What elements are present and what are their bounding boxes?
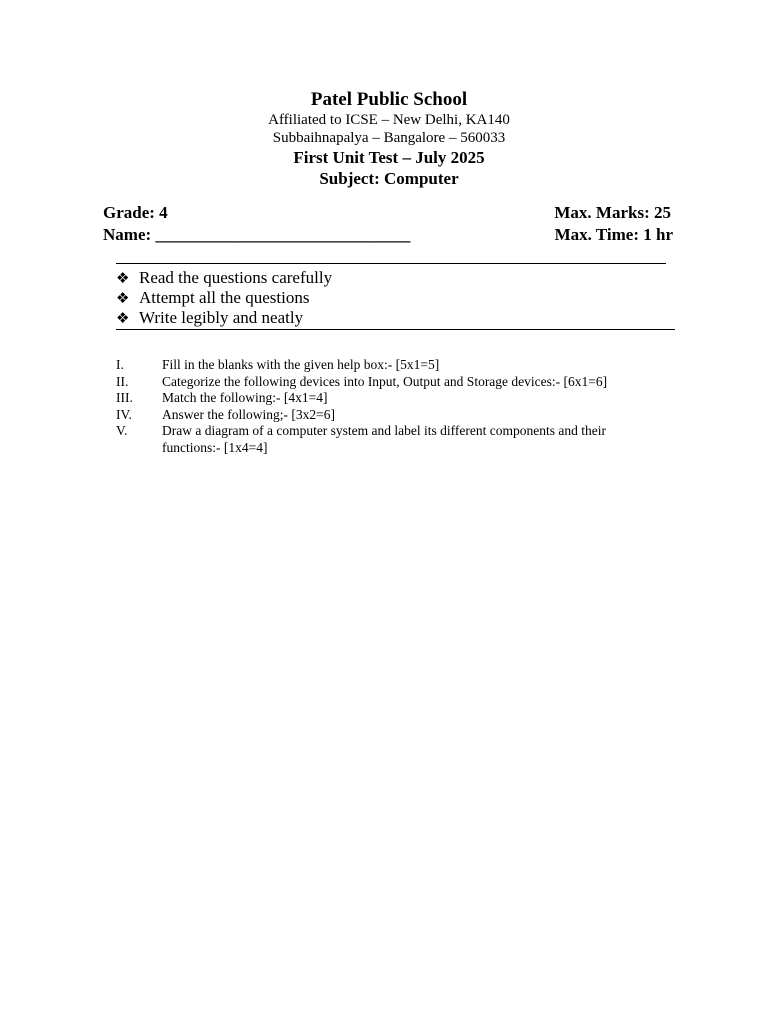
- question-item: [116, 390, 656, 407]
- question-text: Answer the following;- [3x2=6]: [162, 406, 335, 422]
- top-divider: [116, 263, 666, 264]
- questions-list: [116, 357, 656, 457]
- exam-title: First Unit Test – July 2025: [293, 148, 485, 167]
- affiliation-line: Affiliated to ICSE – New Delhi, KA140: [268, 112, 510, 128]
- question-text: Fill in the blanks with the given help box:- [5x1=5]: [162, 357, 440, 372]
- name-field: Name: ______________________________: [103, 225, 411, 244]
- question-number: IV.: [116, 406, 132, 422]
- grade-label: Grade: 4: [103, 203, 168, 222]
- question-number: III.: [116, 390, 133, 406]
- question-text: Draw a diagram of a computer system and label its different components and their functions:- [1x4=4]: [162, 423, 606, 455]
- question-number: I.: [116, 357, 124, 372]
- diamond-bullet-icon: ❖: [116, 309, 130, 327]
- paper-header: [0, 88, 768, 189]
- instructions-list: [116, 268, 676, 328]
- address-line: Subbaihnapalya – Bangalore – 560033: [272, 130, 506, 146]
- instruction-text: Read the questions carefully: [139, 268, 333, 287]
- question-item: [116, 407, 656, 424]
- instruction-text: Write legibly and neatly: [139, 308, 304, 327]
- instruction-text: Attempt all the questions: [139, 288, 310, 307]
- question-text: Categorize the following devices into Input, Output and Storage devices:- [6x1=6]: [162, 373, 608, 389]
- question-text: Match the following:- [4x1=4]: [162, 390, 328, 406]
- max-marks-label: Max. Marks: 25: [554, 203, 671, 222]
- question-number: V.: [116, 423, 128, 439]
- subject-line: Subject: Computer: [319, 169, 459, 188]
- instruction-item: [116, 268, 676, 288]
- max-time-label: Max. Time: 1 hr: [554, 225, 673, 244]
- school-name: Patel Public School: [310, 89, 468, 110]
- diamond-bullet-icon: ❖: [116, 269, 130, 287]
- question-number: II.: [116, 373, 129, 389]
- instruction-item: [116, 288, 676, 308]
- question-item: [116, 423, 656, 456]
- diamond-bullet-icon: ❖: [116, 289, 130, 307]
- question-item: [116, 374, 656, 391]
- question-item: [116, 357, 656, 374]
- instruction-item: [116, 308, 676, 328]
- bottom-divider: [116, 329, 675, 330]
